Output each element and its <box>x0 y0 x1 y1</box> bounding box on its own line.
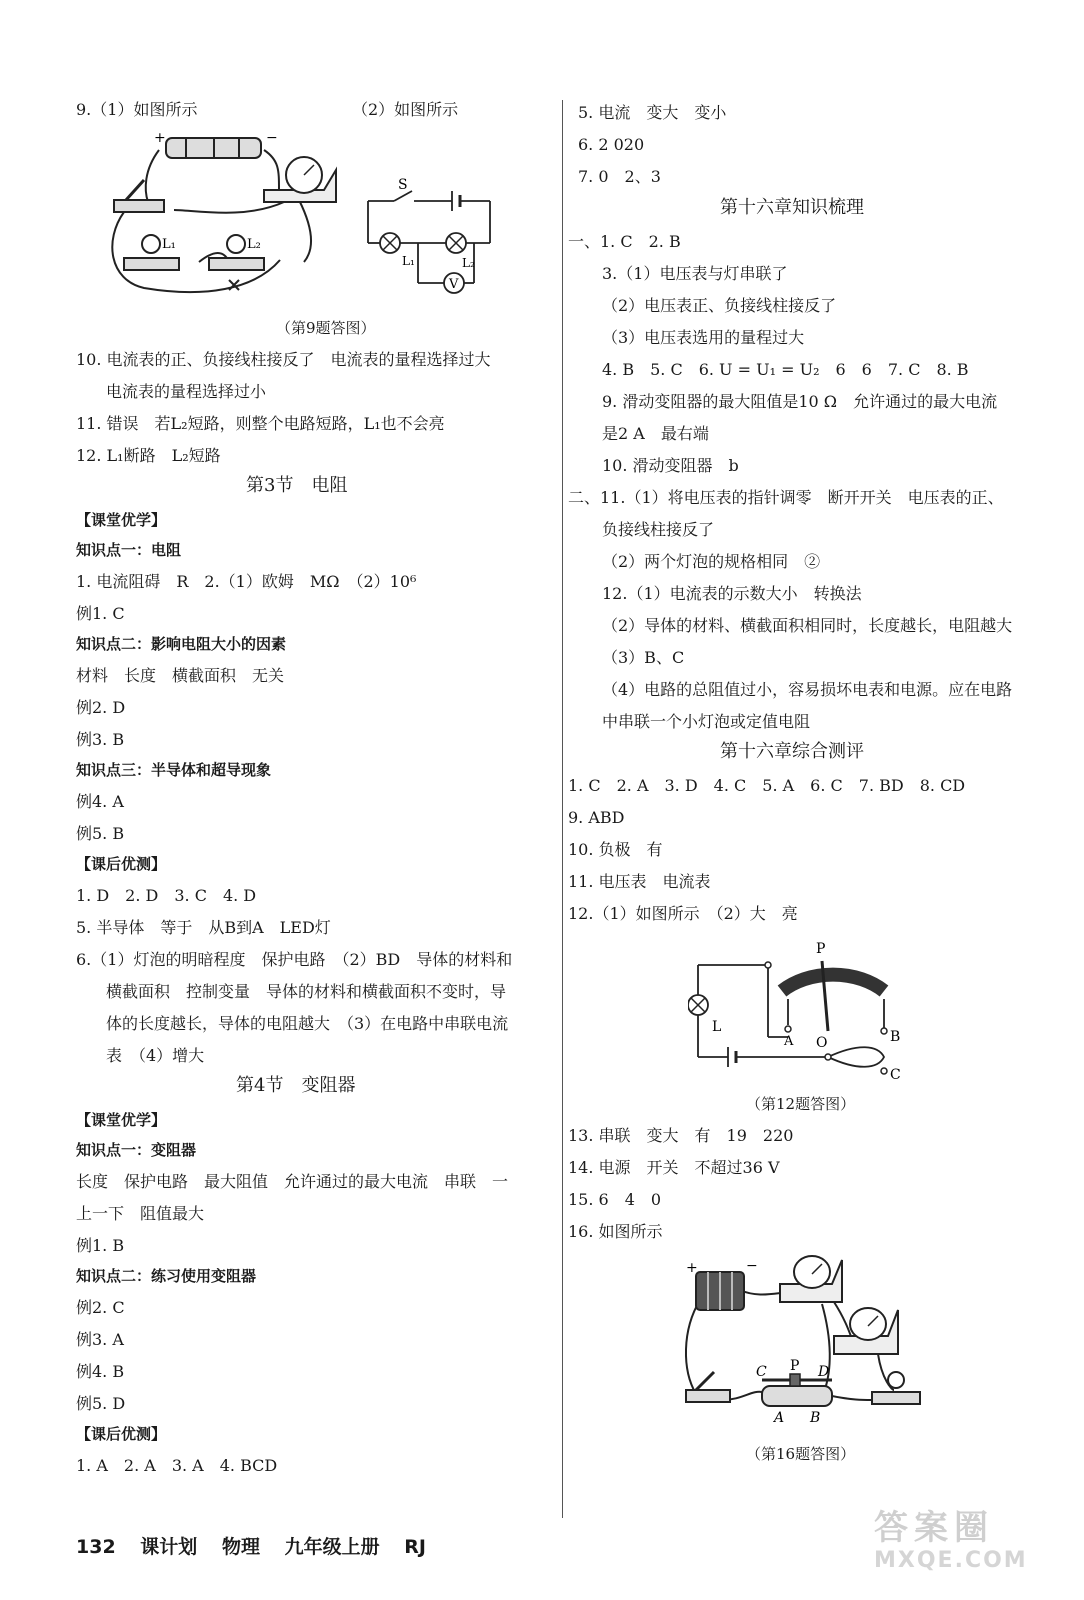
switch16-lever <box>696 1372 714 1390</box>
s12-line2: （2）导体的材料、横截面积相同时，长度越长，电阻越大 <box>602 616 1013 635</box>
rheostat <box>762 1386 832 1406</box>
s12-line3: （3）B、C <box>602 648 685 667</box>
section4-example1: 例1. B <box>76 1236 125 1255</box>
fig12-caption: （第12题答图） <box>746 1095 856 1113</box>
fig9-physical-circuit <box>104 130 354 300</box>
schematic-s-label: S <box>398 177 408 193</box>
q11: 11. 错误 若L₂短路，则整个电路短路，L₁也不会亮 <box>76 414 445 433</box>
s12-line1: 12.（1）电流表的示数大小 转换法 <box>602 584 862 603</box>
s12-line5: 中串联一个小灯泡或定值电阻 <box>602 712 811 731</box>
section4-class-label: 【课堂优学】 <box>76 1111 167 1129</box>
s3-line1: 3.（1）电压表与灯串联了 <box>602 264 788 283</box>
lamp-l1-base <box>124 258 179 270</box>
lamp16 <box>888 1372 904 1388</box>
ch16-test-title: 第十六章综合测评 <box>720 741 864 762</box>
fig9-minus: − <box>266 130 278 146</box>
s3-line3: （3）电压表选用的量程过大 <box>602 328 805 347</box>
section3-knowledge3: 知识点三：半导体和超导现象 <box>76 761 272 779</box>
section4-k1-answer-line2: 上一下 阻值最大 <box>76 1204 205 1223</box>
section4-title: 第4节 变阻器 <box>236 1075 356 1096</box>
fig16-physical-circuit <box>682 1250 932 1445</box>
s3-line2: （2）电压表正、负接线柱接反了 <box>602 296 837 315</box>
switch-base <box>114 200 164 212</box>
section3-class-label: 【课堂优学】 <box>76 511 167 529</box>
fig16-minus: − <box>746 1258 758 1274</box>
schematic-l1-label: L₁ <box>402 254 415 268</box>
section3-after-a6-line1: 6.（1）灯泡的明暗程度 保护电路 （2）BD 导体的材料和 <box>76 950 513 969</box>
r-answer5: 5. 电流 变大 变小 <box>578 103 727 122</box>
section4-k1-answer-line1: 长度 保护电路 最大阻值 允许通过的最大电流 串联 一 <box>76 1172 509 1191</box>
section3-after-a6-line2: 横截面积 控制变量 导体的材料和横截面积不变时，导 <box>106 982 507 1001</box>
section4-example5: 例5. D <box>76 1394 126 1413</box>
s9-line2: 是2 A 最右端 <box>602 424 709 443</box>
fig12-a-label: A <box>784 1034 794 1049</box>
fig9-l2-label: L₂ <box>247 237 261 252</box>
section3-knowledge2: 知识点二：影响电阻大小的因素 <box>76 635 287 653</box>
section3-example2: 例2. D <box>76 698 126 717</box>
t9: 9. ABD <box>568 808 625 827</box>
t11: 11. 电压表 电流表 <box>568 872 711 891</box>
page-number: 132 <box>76 1536 116 1558</box>
q9-part2: （2）如图所示 <box>352 100 459 119</box>
fig12-o-label: O <box>816 1035 828 1051</box>
section3-after-a6-line4: 表 （4）增大 <box>106 1046 205 1065</box>
fig12-circuit <box>688 935 918 1085</box>
section3-knowledge1: 知识点一：电阻 <box>76 541 182 559</box>
t13: 13. 串联 变大 有 19 220 <box>568 1126 794 1145</box>
fig9-l1-label: L₁ <box>162 237 176 252</box>
s4-8: 4. B 5. C 6. U = U₁ = U₂ 6 6 7. C 8. B <box>602 360 969 379</box>
fig16-b-label: B <box>810 1410 821 1426</box>
lamp-l2-base <box>209 258 264 270</box>
s11-line2: 负接线柱接反了 <box>602 520 715 539</box>
fig16-caption: （第16题答图） <box>746 1445 856 1463</box>
column-divider <box>562 100 563 1518</box>
section3-example3: 例3. B <box>76 730 125 749</box>
ch16-review-title: 第十六章知识梳理 <box>720 197 864 218</box>
r-answer7: 7. 0 2、3 <box>578 167 661 186</box>
fig9-plus: + <box>154 130 166 146</box>
q12: 12. L₁断路 L₂短路 <box>76 446 221 465</box>
fig9-schematic <box>364 175 504 305</box>
fig16-a-label: A <box>774 1410 785 1426</box>
section3-after-a5: 5. 半导体 等于 从B到A LED灯 <box>76 918 331 937</box>
s11-line3: （2）两个灯泡的规格相同 ② <box>602 552 821 571</box>
schematic-l2-label: L₂ <box>462 256 475 270</box>
fig16-c-label: C <box>756 1364 767 1380</box>
fig12-lamp <box>688 995 708 1015</box>
t14: 14. 电源 开关 不超过36 V <box>568 1158 780 1177</box>
s12-line4: （4）电路的总阻值过小，容易损坏电表和电源。应在电路 <box>602 680 1013 699</box>
section4-after-label: 【课后优测】 <box>76 1425 167 1443</box>
section3-k1-answer: 1. 电流阻碍 R 2.（1）欧姆 MΩ （2）10⁶ <box>76 572 417 591</box>
section4-knowledge2: 知识点二：练习使用变阻器 <box>76 1267 257 1285</box>
fig12-b-label: B <box>890 1029 901 1045</box>
section3-example5: 例5. B <box>76 824 125 843</box>
section3-after-a6-line3: 体的长度越长，导体的电阻越大 （3）在电路中串联电流 <box>106 1014 509 1033</box>
s-part1: 一、1. C 2. B <box>568 232 681 251</box>
watermark-top: 答案圈 <box>874 1508 994 1548</box>
fig12-p-label: P <box>816 941 826 957</box>
switch-lever <box>126 180 144 200</box>
grade-name: 九年级上册 <box>284 1536 380 1558</box>
fig12-l-label: L <box>712 1019 722 1035</box>
edition-code: RJ <box>404 1536 426 1558</box>
schematic-lamp-l2 <box>446 233 466 253</box>
section4-example4: 例4. B <box>76 1362 125 1381</box>
t10: 10. 负极 有 <box>568 840 663 859</box>
watermark-bottom: MXQE.COM <box>874 1548 1028 1573</box>
section3-title: 第3节 电阻 <box>246 475 348 496</box>
schematic-lamp-l1 <box>380 233 400 253</box>
series-name: 课计划 <box>140 1536 198 1558</box>
lamp16-base <box>872 1392 920 1404</box>
q10-line2: 电流表的量程选择过小 <box>106 382 267 401</box>
t1-8: 1. C 2. A 3. D 4. C 5. A 6. C 7. BD 8. CD <box>568 776 966 795</box>
switch16-base <box>686 1390 730 1402</box>
subject-name: 物理 <box>221 1536 260 1558</box>
q9-part1: 9.（1）如图所示 <box>76 100 198 119</box>
t15: 15. 6 4 0 <box>568 1190 662 1209</box>
fig16-d-label: D <box>818 1364 830 1380</box>
q10-line1: 10. 电流表的正、负接线柱接反了 电流表的量程选择过大 <box>76 350 491 369</box>
section4-example3: 例3. A <box>76 1330 124 1349</box>
section3-example1: 例1. C <box>76 604 125 623</box>
section3-after-label: 【课后优测】 <box>76 855 167 873</box>
section3-example4: 例4. A <box>76 792 124 811</box>
fig9-caption: （第9题答图） <box>276 319 376 337</box>
fig16-p-label: P <box>790 1358 800 1374</box>
lamp-l1 <box>142 235 160 253</box>
r-answer6: 6. 2 020 <box>578 135 645 154</box>
section3-k2-answer: 材料 长度 横截面积 无关 <box>76 666 285 685</box>
schematic-v-label: V <box>449 277 459 292</box>
section4-knowledge1: 知识点一：变阻器 <box>76 1141 197 1159</box>
watermark <box>874 1500 1054 1580</box>
s9-line1: 9. 滑动变阻器的最大阻值是10 Ω 允许通过的最大电流 <box>602 392 998 411</box>
section3-after-a1: 1. D 2. D 3. C 4. D <box>76 886 257 905</box>
lamp-l2 <box>227 235 245 253</box>
t12: 12.（1）如图所示 （2）大 亮 <box>568 904 798 923</box>
section4-after-a1: 1. A 2. A 3. A 4. BCD <box>76 1456 278 1475</box>
fig16-plus: + <box>686 1260 698 1276</box>
page-footer <box>76 1532 444 1559</box>
rheostat-slider <box>790 1374 800 1386</box>
section4-example2: 例2. C <box>76 1298 125 1317</box>
s10: 10. 滑动变阻器 b <box>602 456 739 475</box>
s11-line1: 二、11.（1）将电压表的指针调零 断开开关 电压表的正、 <box>568 488 1004 507</box>
t16: 16. 如图所示 <box>568 1222 663 1241</box>
fig12-c-label: C <box>890 1067 901 1083</box>
